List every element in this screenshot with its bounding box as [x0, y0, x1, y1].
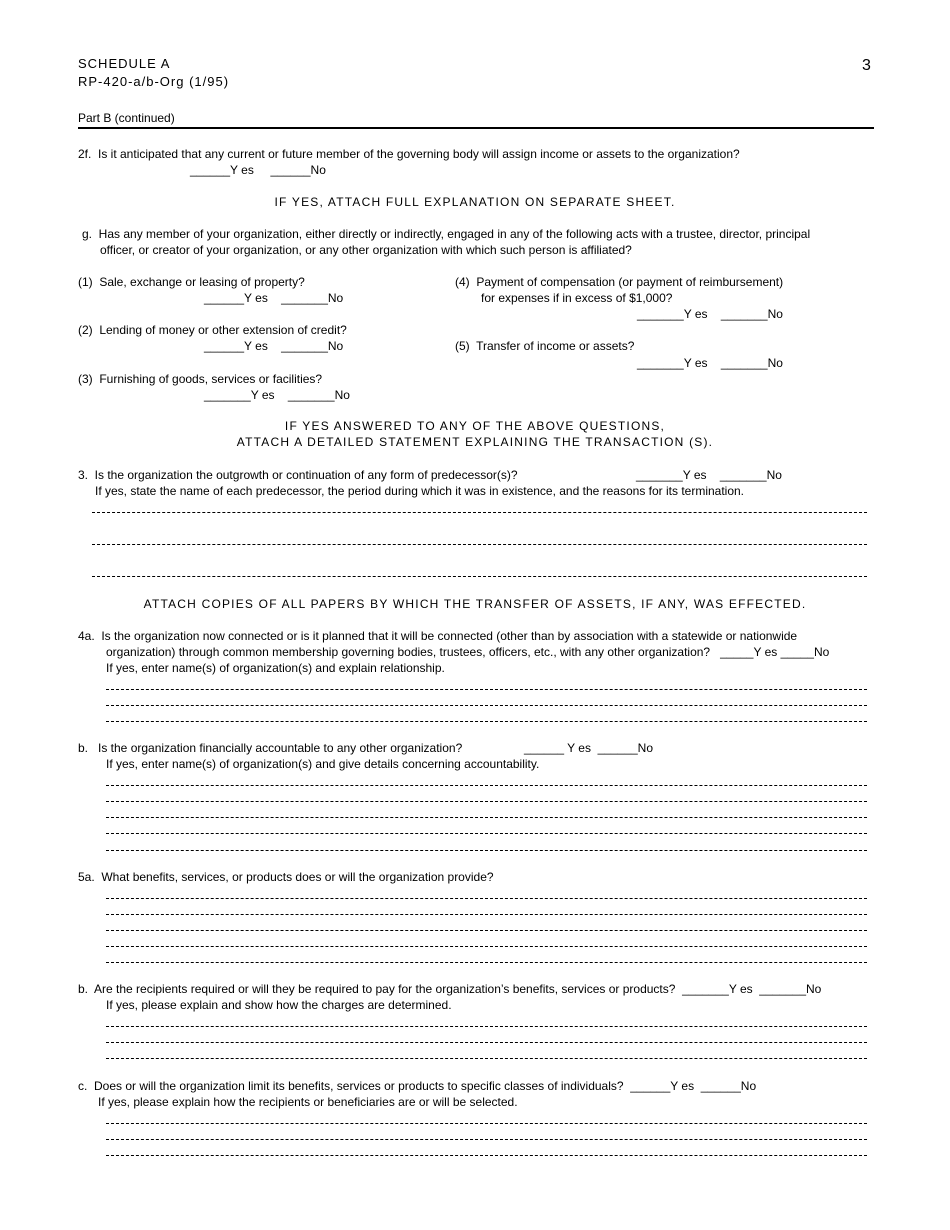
q3-answer-line[interactable] [92, 512, 867, 513]
q4b-detail: If yes, enter name(s) of organization(s) and give details concerning accountability. [106, 757, 540, 771]
q2g-item2-answer[interactable]: ______Y es _______No [204, 339, 344, 353]
q4b-answer-line[interactable] [106, 785, 867, 786]
q5c-detail: If yes, please explain how the recipients or beneficiaries are or will be selected. [98, 1095, 518, 1109]
q5a-answer-line[interactable] [106, 962, 867, 963]
q4a-line3: If yes, enter name(s) of organization(s) and explain relationship. [106, 661, 445, 675]
q4a-line2[interactable]: organization) through common membership governing bodies, trustees, officers, etc., with any other organization? _____Y es _____No [106, 645, 830, 659]
q5c-question[interactable]: c. Does or will the organization limit its benefits, services or products to specific classes of individuals? ______Y es ______No [78, 1079, 757, 1093]
q2g-item1-label: (1) Sale, exchange or leasing of property? [78, 275, 305, 289]
q5b-question[interactable]: b. Are the recipients required or will they be required to pay for the organization’s benefits, services or products? _______Y es _______No [78, 982, 822, 996]
q5a-answer-line[interactable] [106, 898, 867, 899]
q3-detail: If yes, state the name of each predecessor, the period during which it was in existence, and the reasons for its termination. [95, 484, 745, 498]
q2g-item3-label: (3) Furnishing of goods, services or facilities? [78, 372, 323, 386]
q2g-item5-label: (5) Transfer of income or assets? [455, 339, 635, 353]
q5a-question: 5a. What benefits, services, or products does or will the organization provide? [78, 870, 494, 884]
q2g-item4-label: (4) Payment of compensation (or payment of reimbursement) [455, 275, 784, 289]
q5b-answer-line[interactable] [106, 1042, 867, 1043]
q4b-answer-line[interactable] [106, 817, 867, 818]
q5a-answer-line[interactable] [106, 946, 867, 947]
q2g-notice-line1: IF YES ANSWERED TO ANY OF THE ABOVE QUESTIONS, [284, 419, 666, 433]
q3-answer-line[interactable] [92, 576, 867, 577]
q2f-question: 2f. Is it anticipated that any current or future member of the governing body will assign income or assets to the organization? [78, 147, 740, 161]
q4a-answer-line[interactable] [106, 721, 867, 722]
q3-answer-line[interactable] [92, 544, 867, 545]
part-heading: Part B (continued) [78, 111, 175, 125]
q2g-item4-answer[interactable]: _______Y es _______No [637, 307, 783, 321]
q5a-answer-line[interactable] [106, 930, 867, 931]
q2g-item1-answer[interactable]: ______Y es _______No [204, 291, 344, 305]
form-id: RP-420-a/b-Org (1/95) [78, 74, 230, 89]
q5b-answer-line[interactable] [106, 1058, 867, 1059]
q2f-notice: IF YES, ATTACH FULL EXPLANATION ON SEPARATE SHEET. [274, 195, 676, 209]
q2g-line1: g. Has any member of your organization, either directly or indirectly, engaged in any of the following acts with a trustee, director, principal [82, 227, 811, 241]
q5b-detail: If yes, please explain and show how the charges are determined. [106, 998, 452, 1012]
page-number: 3 [862, 57, 871, 74]
q4b-answer[interactable]: ______ Y es ______No [524, 741, 654, 755]
header-rule [78, 127, 874, 129]
schedule-title: SCHEDULE A [78, 56, 171, 71]
q4b-answer-line[interactable] [106, 801, 867, 802]
q2g-item5-answer[interactable]: _______Y es _______No [637, 356, 783, 370]
q2g-item4-label2: for expenses if in excess of $1,000? [481, 291, 673, 305]
q3-question: 3. Is the organization the outgrowth or continuation of any form of predecessor(s)? [78, 468, 518, 482]
q2f-answer[interactable]: ______Y es ______No [190, 163, 326, 177]
q5c-answer-line[interactable] [106, 1155, 867, 1156]
q2g-item2-label: (2) Lending of money or other extension of credit? [78, 323, 347, 337]
q2g-line2: officer, or creator of your organization, or any other organization with which such person is affiliated? [100, 243, 632, 257]
q4b-answer-line[interactable] [106, 833, 867, 834]
q4a-line1: 4a. Is the organization now connected or is it planned that it will be connected (other than by association with a statewide or nationwide [78, 629, 798, 643]
q4a-answer-line[interactable] [106, 705, 867, 706]
q3-answer[interactable]: _______Y es _______No [636, 468, 782, 482]
q5a-answer-line[interactable] [106, 914, 867, 915]
q2g-item3-answer[interactable]: _______Y es _______No [204, 388, 350, 402]
q4b-answer-line[interactable] [106, 850, 867, 851]
q4b-question: b. Is the organization financially accountable to any other organization? [78, 741, 463, 755]
q5c-answer-line[interactable] [106, 1123, 867, 1124]
q5b-answer-line[interactable] [106, 1026, 867, 1027]
q4a-answer-line[interactable] [106, 689, 867, 690]
q2g-notice-line2: ATTACH A DETAILED STATEMENT EXPLAINING THE TRANSACTION (S). [236, 435, 714, 449]
q5c-answer-line[interactable] [106, 1139, 867, 1140]
q3-notice: ATTACH COPIES OF ALL PAPERS BY WHICH THE TRANSFER OF ASSETS, IF ANY, WAS EFFECTED. [143, 597, 807, 611]
